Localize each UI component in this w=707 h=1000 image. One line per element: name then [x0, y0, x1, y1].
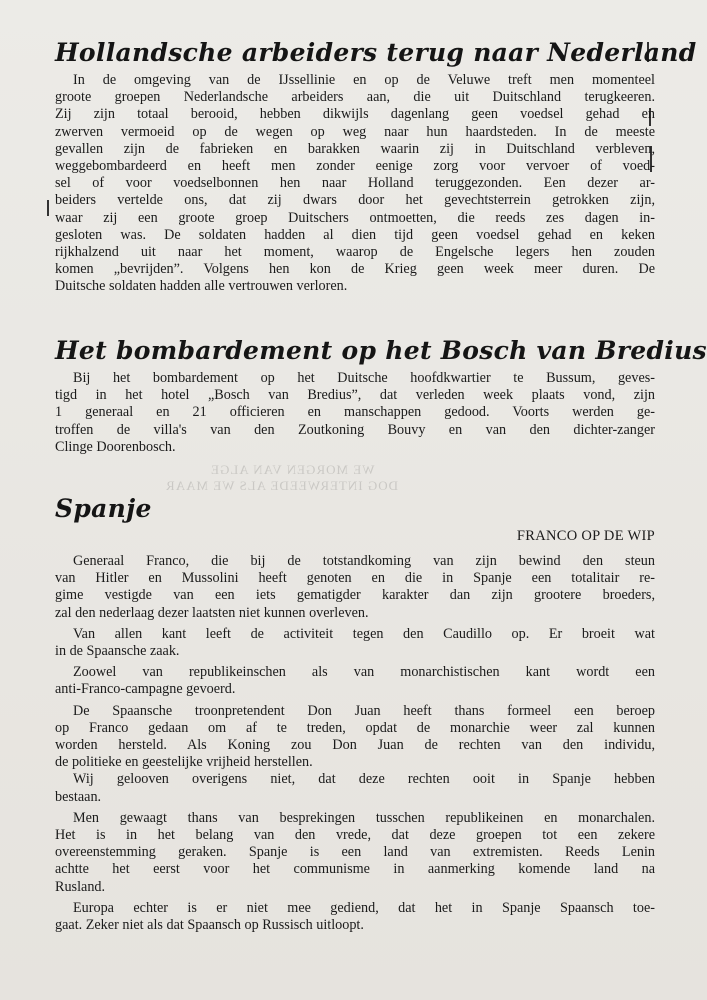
text-line: in de Spaansche zaak. — [55, 643, 180, 660]
text-line: zal den nederlaag dezer laatsten niet kunnen overleven. — [55, 604, 369, 621]
margin-mark — [47, 200, 49, 216]
text-line: Clinge Doorenbosch. — [55, 438, 176, 455]
text-line: Men gewaagt thans van besprekingen tusschen republikeinen en monarchalen. — [73, 809, 655, 826]
text-line: Bij het bombardement op het Duitsche hoofdkwartier te Bussum, geves- — [73, 370, 655, 386]
text-line: van Hitler en Mussolini heeft genoten en die in Spanje een totalitair re- — [55, 570, 655, 587]
text-line: 1 generaal en 21 officieren en manschappen gedood. Voorts werden ge- — [55, 404, 655, 421]
section-spain — [55, 494, 655, 524]
text-line: Het is in het belang van den vrede, dat deze groepen tot een zekere — [55, 827, 655, 844]
text-line: groote groepen Nederlandsche arbeiders aan, die uit Duitschland terugkeeren. — [55, 89, 655, 106]
section-heading: Spanje — [55, 494, 152, 523]
bleed-through-text: DOG INTERWEEDE ALS WE MAAR — [165, 478, 399, 493]
text-line: Duitsche soldaten hadden alle vertrouwen verloren. — [55, 278, 348, 295]
text-line: worden hersteld. Als Koning zou Don Juan de rechten van den individu, — [55, 737, 655, 754]
text-line: sel of voor voedselbonnen hen naar Holland teruggezonden. Een dezer ar- — [55, 175, 655, 192]
text-line: bestaan. — [55, 788, 102, 805]
text-line: gesloten was. De soldaten hadden al dien tijd geen voedsel gehad en keken — [55, 226, 655, 243]
text-line: Zoowel van republikeinschen als van monarchistischen kant wordt een — [73, 664, 655, 681]
text-line: overeenstemming geraken. Spanje is een land van extremisten. Reeds Lenin — [55, 844, 655, 861]
text-line: gaat. Zeker niet als dat Spaansch op Russisch uitloopt. — [55, 917, 364, 934]
text-line: Europa echter is er niet mee gediend, dat het in Spanje Spaansch toe- — [73, 899, 655, 916]
bleed-through-text: WE MORGEN VAN ALGE — [210, 462, 375, 477]
text-line: Generaal Franco, die bij de totstandkoming van zijn bewind den steun — [73, 553, 655, 569]
text-line: rijkhalzend uit naar het moment, waarop de Engelsche legers hen zouden — [55, 244, 655, 261]
text-line: op Franco gedaan om af te treden, opdat de monarchie weer zal kunnen — [55, 719, 655, 736]
text-line: zwerven vermoeid op de wegen op weg naar hun haardsteden. In de meeste — [55, 123, 655, 140]
text-line: In de omgeving van de IJssellinie en op de Veluwe treft men momenteel — [73, 72, 655, 88]
text-line: Van allen kant leeft de activiteit tegen den Caudillo op. Er broeit wat — [73, 625, 655, 642]
text-line: anti-Franco-campagne gevoerd. — [55, 681, 236, 698]
text-line: waar zij een groote groep Duitschers ontmoetten, die reeds zes dagen in- — [55, 209, 655, 226]
text-line: tigd in het hotel „Bosch van Bredius”, dat verleden week plaats vond, zijn — [55, 387, 655, 404]
section-dutch-workers — [55, 38, 697, 296]
section-body — [55, 72, 655, 296]
text-line: beiders vertelde ons, dat zij dwars door het gevechtsterrein getrokken zijn, — [55, 192, 655, 209]
text-line: komen „bevrijden”. Volgens hen kon de Krieg geen week meer duren. De — [55, 261, 655, 278]
text-line: troffen de villa's van den Zoutkoning Bouvy en van den dichter-zanger — [55, 421, 655, 438]
text-line: de politieke en geestelijke vrijheid herstellen. — [55, 754, 313, 771]
text-line: Zij zijn totaal berooid, hebben dikwijls dagenlang geen voedsel gehad en — [55, 106, 655, 123]
section-heading: Hollandsche arbeiders terug naar Nederland — [55, 38, 697, 67]
text-line: De Spaansche troonpretendent Don Juan heeft thans formeel een beroep — [73, 702, 655, 719]
text-line: gime vestigde van een iets gematigder karakter dan zijn grootere broeders, — [55, 587, 655, 604]
text-line: Wij gelooven overigens niet, dat deze rechten ooit in Spanje hebben — [73, 771, 655, 788]
section-body — [55, 553, 655, 934]
section-body — [55, 370, 655, 456]
section-bombing — [55, 336, 707, 456]
section-subheading: FRANCO OP DE WIP — [516, 528, 655, 544]
text-line: Rusland. — [55, 878, 106, 895]
text-line: weggebombardeerd en heeft men zonder eenige zorg voor vervoer of voed- — [55, 158, 655, 175]
text-line: achtte het eerst voor het communisme in aanmerking komende land na — [55, 861, 655, 878]
section-heading: Het bombardement op het Bosch van Bredius — [55, 336, 707, 365]
text-line: gevallen zijn de fabrieken en barakken waarin zij in Duitschland verbleven, — [55, 140, 655, 157]
